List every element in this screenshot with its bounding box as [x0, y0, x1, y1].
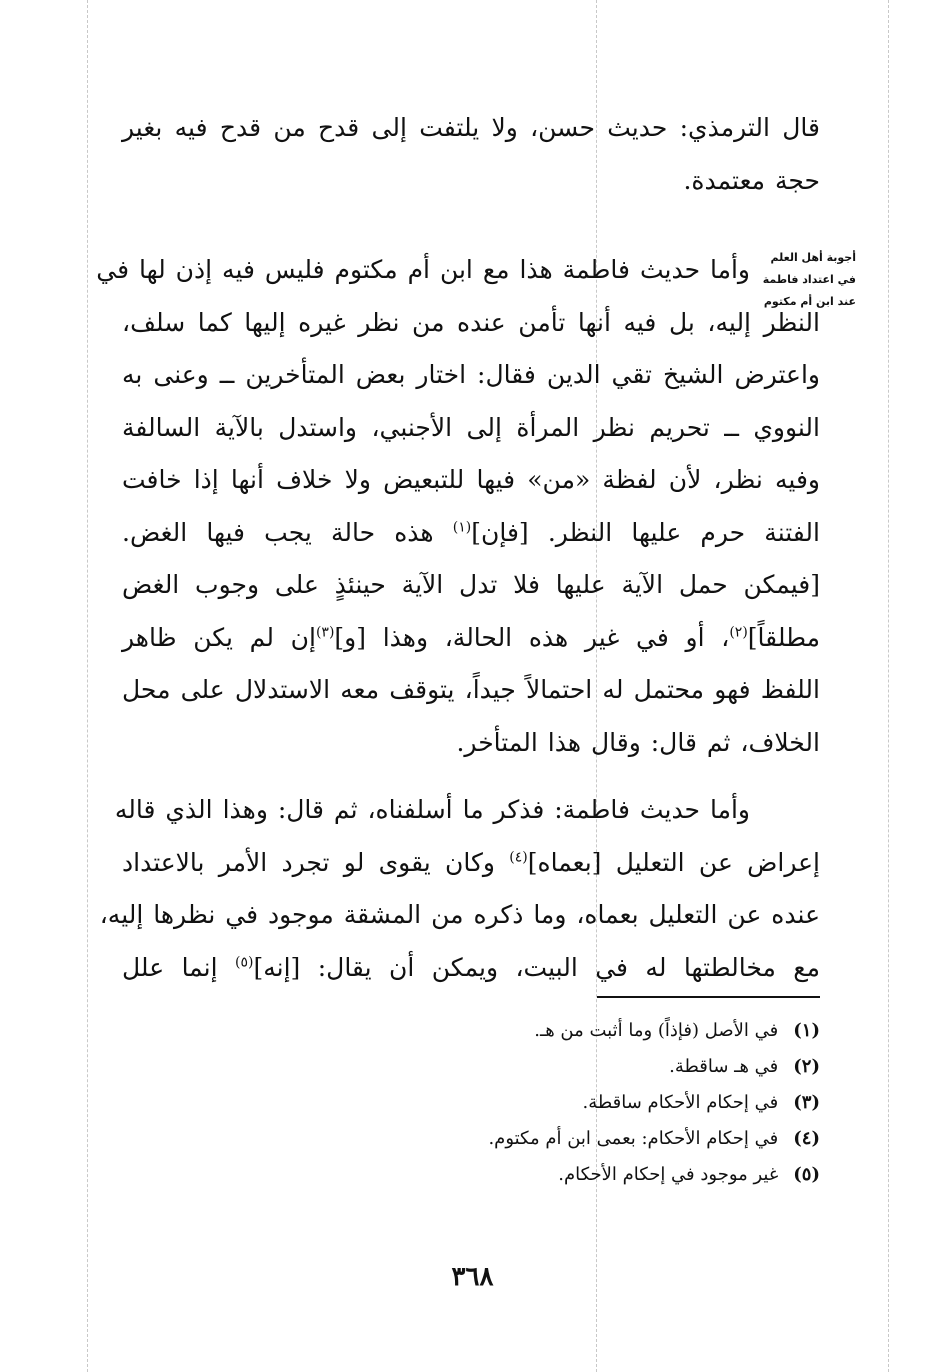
- text-line: الخلاف، ثم قال: وقال هذا المتأخر.: [456, 727, 820, 757]
- text-line: النووي ــ تحريم نظر المرأة إلى الأجنبي، واستدل بالآية السالفة: [122, 412, 820, 442]
- footnote-number: (٢): [793, 1056, 820, 1077]
- text-line: [فيمكن حمل الآية عليها فلا تدل الآية حينئذٍ على وجوب الغض: [122, 570, 820, 599]
- text-line: [122, 507, 820, 560]
- footnote-item: [300, 1157, 820, 1193]
- footnote-ref: (٥): [235, 954, 254, 971]
- paragraph-fatima-commentary: [99, 784, 820, 994]
- footnote-item: [300, 1013, 820, 1049]
- text-line: [122, 942, 820, 995]
- text-line: وأما حديث فاطمة: فذكر ما أسلفناه، ثم قال: وهذا الذي قاله: [114, 795, 750, 824]
- footnote-ref: (١): [452, 519, 472, 536]
- text-segment: مع مخالطتها له في البيت، ويمكن أن يقال: [إنه]: [253, 952, 820, 982]
- text-line: وفيه نظر، لأن لفظة «من» فيها للتبعيض ولا خلاف أنها إذا خافت: [122, 465, 820, 494]
- footnote-number: (١): [793, 1020, 820, 1041]
- text-segment: مطلقاً]: [747, 622, 820, 652]
- text-line: واعترض الشيخ تقي الدين فقال: اختار بعض المتأخرين ــ وعنى به: [122, 360, 820, 389]
- scan-guide-line: [87, 0, 88, 1372]
- text-segment: ، أو في غير هذه الحالة، وهذا [و]: [334, 622, 730, 652]
- side-note-line: عند ابن أم مكتوم: [763, 295, 856, 308]
- footnote-number: (٤): [793, 1128, 820, 1149]
- footnote-item: [300, 1121, 820, 1157]
- footnotes: [300, 1013, 820, 1193]
- side-note-line: أجوبة أهل العلم: [770, 251, 856, 264]
- footnote-item: [300, 1049, 820, 1085]
- text-segment: إعراض عن التعليل [بعماه]: [527, 847, 820, 877]
- footnote-text: غير موجود في إحكام الأحكام.: [558, 1164, 779, 1185]
- text-segment: إن لم يكن ظاهر: [122, 622, 316, 652]
- footnote-number: (٣): [793, 1092, 820, 1113]
- paragraph-fatima-hadith: [96, 244, 820, 769]
- side-note-line: في اعتداد فاطمة: [762, 273, 856, 286]
- footnote-number: (٥): [793, 1164, 820, 1185]
- text-segment: هذه حالة يجب فيها الغض.: [122, 517, 453, 547]
- text-line: عنده عن التعليل بعماه، وما ذكره من المشقة موجود في نظرها إليه،: [99, 900, 820, 929]
- scan-guide-line: [888, 0, 889, 1372]
- page-number: ٣٦٨: [451, 1262, 494, 1292]
- footnote-ref: (٣): [315, 624, 335, 641]
- text-segment: الفتنة حرم عليها النظر. [فإن]: [471, 517, 820, 547]
- footnote-text: في إحكام الأحكام: بعمى ابن أم مكتوم.: [488, 1128, 779, 1149]
- paragraph-tirmidhi: [122, 102, 820, 207]
- text-line: حجة معتمدة.: [683, 165, 820, 195]
- text-line: اللفظ فهو محتمل له احتمالاً جيداً، يتوقف معه الاستدلال على محل: [122, 675, 820, 704]
- text-line: وأما حديث فاطمة هذا مع ابن أم مكتوم فليس فيه إذن لها في: [96, 255, 750, 284]
- footnote-text: في الأصل (فإذاً) وما أثبت من هـ.: [534, 1020, 779, 1041]
- footnote-item: [300, 1085, 820, 1121]
- footnote-ref: (٢): [729, 624, 748, 641]
- text-line: النظر إليه، بل فيه أنها تأمن عنده من نظر غيره إليها كما سلف،: [122, 307, 820, 337]
- text-segment: وكان يقوى لو تجرد الأمر بالاعتداد: [122, 847, 510, 877]
- footnote-ref: (٤): [509, 849, 528, 866]
- footnote-text: في إحكام الأحكام ساقطة.: [582, 1092, 779, 1113]
- text-segment: إنما علل: [122, 952, 235, 982]
- text-line: [122, 837, 820, 890]
- footnote-text: في هـ ساقطة.: [669, 1056, 779, 1077]
- text-line: قال الترمذي: حديث حسن، ولا يلتفت إلى قدح من قدح فيه بغير: [122, 113, 820, 142]
- text-line: [122, 612, 820, 665]
- footnote-separator: [597, 996, 820, 998]
